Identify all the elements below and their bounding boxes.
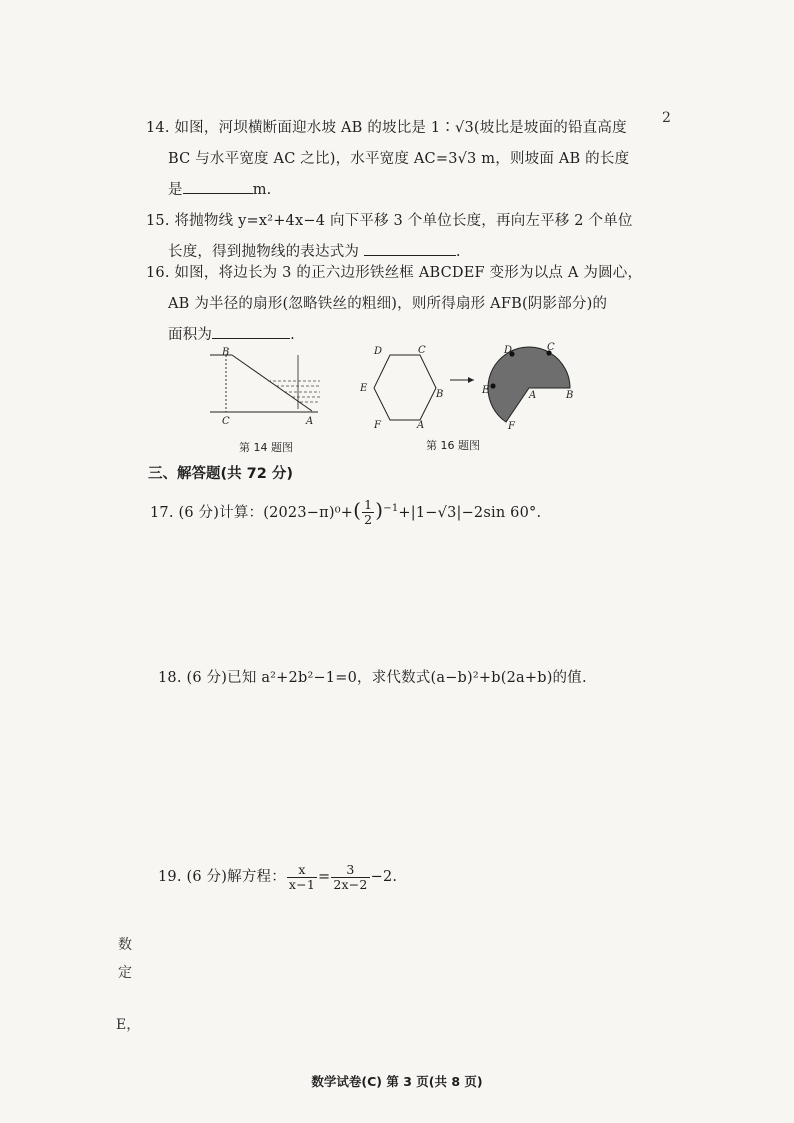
section-3-title: 三、解答题(共 72 分) — [148, 466, 294, 482]
q14-line-2: BC 与水平宽度 AC 之比)，水平宽度 AC=3√3 m，则坡面 AB 的长度 — [168, 151, 630, 167]
q14-line-3-post: m. — [252, 182, 272, 198]
sector-label-a: A — [529, 390, 537, 401]
arrow-head — [468, 377, 474, 383]
hex-label-d: D — [374, 346, 383, 357]
q19-fraction-1: $\frac{x}{x-1}$ — [288, 861, 315, 892]
label-b: B — [222, 347, 230, 358]
hex-label-c: C — [418, 345, 426, 356]
question-17: 17. (6 分)计算：(2023−π)⁰+( $\frac{1}{2}$ )$^{-1}$+|1−√3|−2sin 60°. — [150, 497, 542, 528]
margin-char-2: 定 — [118, 965, 132, 981]
question-18 — [158, 663, 587, 694]
q14-line-3-pre: 是 — [168, 182, 183, 198]
margin-char-4: 2 — [662, 110, 671, 126]
label-a: A — [306, 416, 314, 427]
sector-label-c: C — [547, 342, 555, 353]
question-19 — [158, 862, 397, 893]
shaded-sector — [488, 347, 570, 422]
sector-label-b: B — [566, 390, 574, 401]
margin-char-3: E， — [116, 1017, 141, 1033]
q15-answer-blank[interactable] — [364, 241, 456, 256]
label-c: C — [222, 416, 230, 427]
sector-label-e: E — [482, 385, 490, 396]
q19-fraction-2: $\frac{3}{2x-2}$ — [333, 861, 368, 892]
q17-pre: 17. (6 分)计算：(2023−π)⁰+ — [150, 504, 354, 521]
page-footer: 数学试卷(C) 第 3 页(共 8 页) — [311, 1074, 483, 1089]
q17-fraction: $\frac{1}{2}$ — [364, 497, 373, 528]
q15-line-2-post: . — [455, 244, 461, 260]
q15-line-2-pre: 长度，得到抛物线的表达式为 — [168, 244, 360, 260]
q14-answer-blank[interactable] — [183, 179, 253, 194]
figure-16-caption: 第 16 题图 — [426, 439, 480, 452]
q18-text: 18. (6 分)已知 a²+2b²−1=0，求代数式(a−b)²+b(2a+b)的值. — [158, 670, 587, 686]
margin-char-1: 数 — [118, 937, 132, 953]
hex-label-a: A — [417, 420, 425, 431]
q19-pre: 19. (6 分)解方程： — [158, 869, 286, 885]
hexagon — [374, 355, 436, 420]
hex-label-b: B — [436, 389, 444, 400]
q16-line-2: AB 为半径的扇形(忽略铁丝的粗细)，则所得扇形 AFB(阴影部分)的 — [168, 296, 608, 312]
q15-line-1: 15. 将抛物线 y=x²+4x−4 向下平移 3 个单位长度，再向左平移 2 个单位 — [146, 213, 633, 229]
q17-post: +|1−√3|−2sin 60°. — [398, 504, 542, 521]
q16-line-3-post: . — [290, 327, 295, 343]
point-e — [490, 383, 495, 388]
hex-label-f: F — [374, 420, 381, 431]
q16-line-3-pre: 面积为 — [168, 327, 213, 343]
figure-16 — [354, 340, 590, 432]
q16-answer-blank[interactable] — [212, 324, 290, 339]
q19-equals: = — [318, 869, 331, 885]
sector-label-d: D — [504, 345, 513, 356]
question-14 — [146, 113, 629, 206]
slope-ab — [232, 355, 312, 411]
q19-post: −2. — [370, 869, 398, 885]
question-16 — [146, 258, 642, 351]
sector-label-f: F — [508, 421, 515, 432]
q14-line-3 — [146, 175, 629, 206]
hex-label-e: E — [360, 383, 368, 394]
q14-line-1: 14. 如图，河坝横断面迎水坡 AB 的坡比是 1∶√3(坡比是坡面的铅直高度 — [146, 120, 627, 136]
q17-exponent: −1 — [383, 503, 399, 514]
q16-line-1: 16. 如图，将边长为 3 的正六边形铁丝框 ABCDEF 变形为以点 A 为圆心， — [146, 265, 643, 281]
figure-14-caption: 第 14 题图 — [239, 441, 293, 454]
figure-14 — [200, 345, 325, 430]
